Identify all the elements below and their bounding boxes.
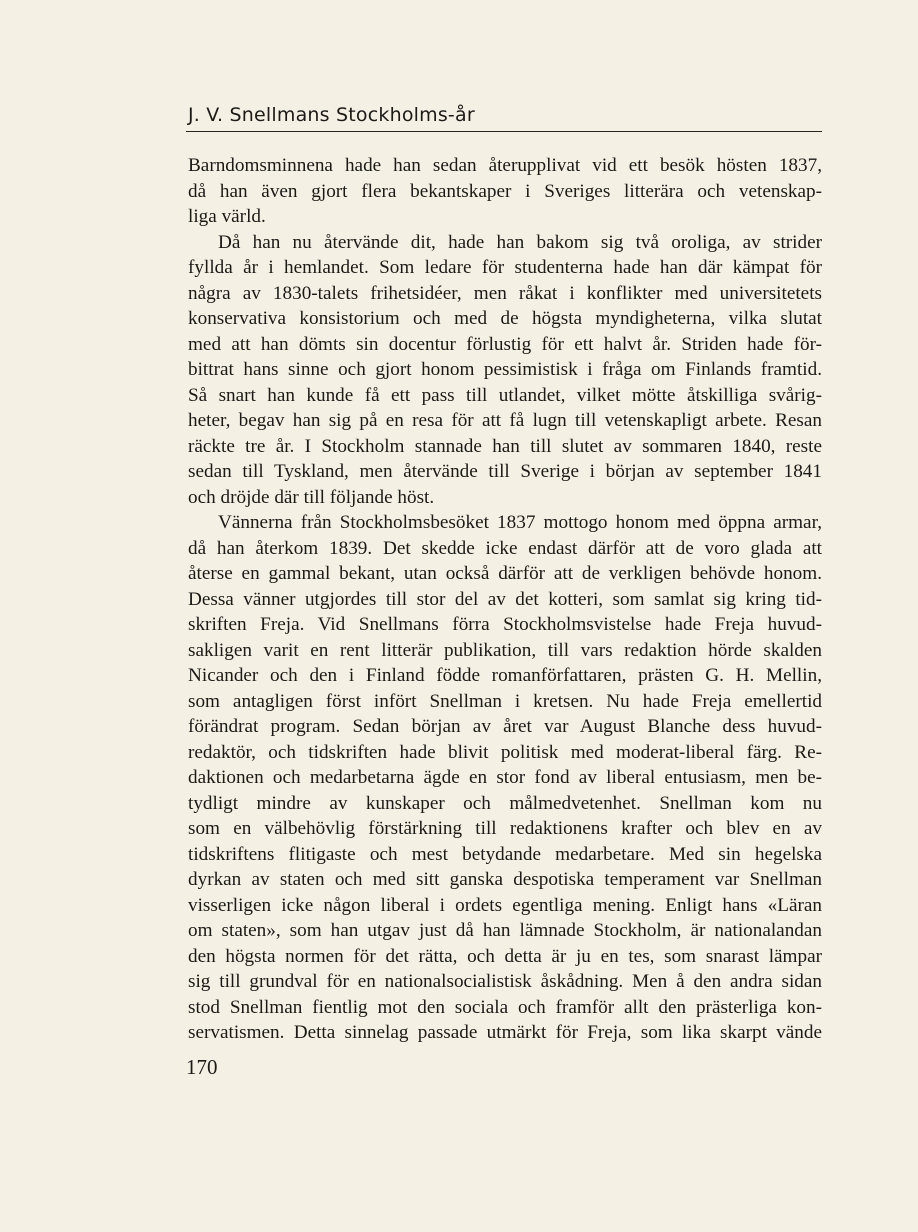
text-line: fyllda år i hemlandet. Som ledare för studenterna hade han där kämpat för [188, 257, 822, 278]
text-line: skriften Freja. Vid Snellmans förra Stockholmsvistelse hade Freja huvud- [188, 614, 822, 635]
text-line: Vännerna från Stockholmsbesöket 1837 mottogo honom med öppna armar, [218, 512, 822, 533]
text-line: redaktör, och tidskriften hade blivit politisk med moderat-liberal färg. Re- [188, 741, 822, 763]
text-line: bittrat hans sinne och gjort honom pessimistisk i fråga om Finlands framtid. [188, 359, 822, 380]
text-line: och dröjde där till följande höst. [188, 486, 435, 508]
page-number: 170 [186, 1055, 218, 1079]
text-line: Nicander och den i Finland födde romanförfattaren, prästen G. H. Mellin, [188, 665, 822, 686]
text-line: daktionen och medarbetarna ägde en stor fond av liberal entusiasm, men be- [188, 767, 822, 788]
text-line: några av 1830-talets frihetsidéer, men råkat i konflikter med universitetets [188, 282, 822, 304]
text-line: den högsta normen för det rätta, och detta är ju en tes, som snarast lämpar [188, 945, 822, 967]
text-line: förändrat program. Sedan början av året var August Blanche dess huvud- [188, 716, 822, 737]
body-text [188, 153, 822, 1046]
text-line: sig till grundval för en nationalsocialistisk åskådning. Men å den andra sidan [188, 971, 822, 992]
text-line: stod Snellman fientlig mot den sociala och framför allt den prästerliga kon- [188, 996, 822, 1018]
text-line: Så snart han kunde få ett pass till utlandet, vilket mötte åtskilliga svårig- [188, 384, 822, 406]
text-line: med att han dömts sin docentur förlustig för ett halvt år. Striden hade för- [188, 333, 822, 355]
text-line: tydligt mindre av kunskaper och målmedvetenhet. Snellman kom nu [188, 792, 822, 814]
text-line: Då han nu återvände dit, hade han bakom sig två oroliga, av strider [218, 231, 822, 253]
text-line: liga värld. [188, 206, 266, 227]
text-line: som antagligen först infört Snellman i kretsen. Nu hade Freja emellertid [188, 690, 822, 712]
text-line: räckte tre år. I Stockholm stannade han till slutet av sommaren 1840, reste [188, 435, 822, 457]
text-line: Dessa vänner utgjordes till stor del av det kotteri, som samlat sig kring tid- [188, 588, 822, 610]
text-line: då han återkom 1839. Det skedde icke endast därför att de voro glada att [188, 537, 822, 559]
text-line: dyrkan av staten och med sitt ganska despotiska temperament var Snellman [188, 869, 822, 890]
text-line: som en välbehövlig förstärkning till redaktionens krafter och blev en av [188, 818, 822, 839]
running-head-title: J. V. Snellmans Stockholms-år [188, 104, 475, 126]
text-line: sakligen varit en rent litterär publikation, till vars redaktion hörde skalden [188, 639, 822, 661]
text-line: servatismen. Detta sinnelag passade utmärkt för Freja, som lika skarpt vände [188, 1022, 822, 1043]
text-line: tidskriftens flitigaste och mest betydande medarbetare. Med sin hegelska [188, 843, 822, 865]
text-line: då han även gjort flera bekantskaper i Sveriges litterära och vetenskap- [188, 180, 822, 202]
text-line: sedan till Tyskland, men återvände till Sverige i början av september 1841 [188, 461, 822, 482]
text-line: Barndomsminnena hade han sedan återupplivat vid ett besök hösten 1837, [188, 155, 822, 176]
text-line: konservativa konsistorium och med de högsta myndigheterna, vilka slutat [188, 308, 822, 329]
text-line: återse en gammal bekant, utan också därför att de verkligen behövde honom. [188, 563, 822, 584]
text-line: om staten», som han utgav just då han lämnade Stockholm, är nationalandan [188, 920, 822, 941]
header-rule [186, 131, 822, 132]
text-line: visserligen icke någon liberal i ordets egentliga mening. Enligt hans «Läran [188, 894, 822, 916]
text-line: heter, begav han sig på en resa för att få lugn till vetenskapligt arbete. Resan [188, 410, 822, 431]
